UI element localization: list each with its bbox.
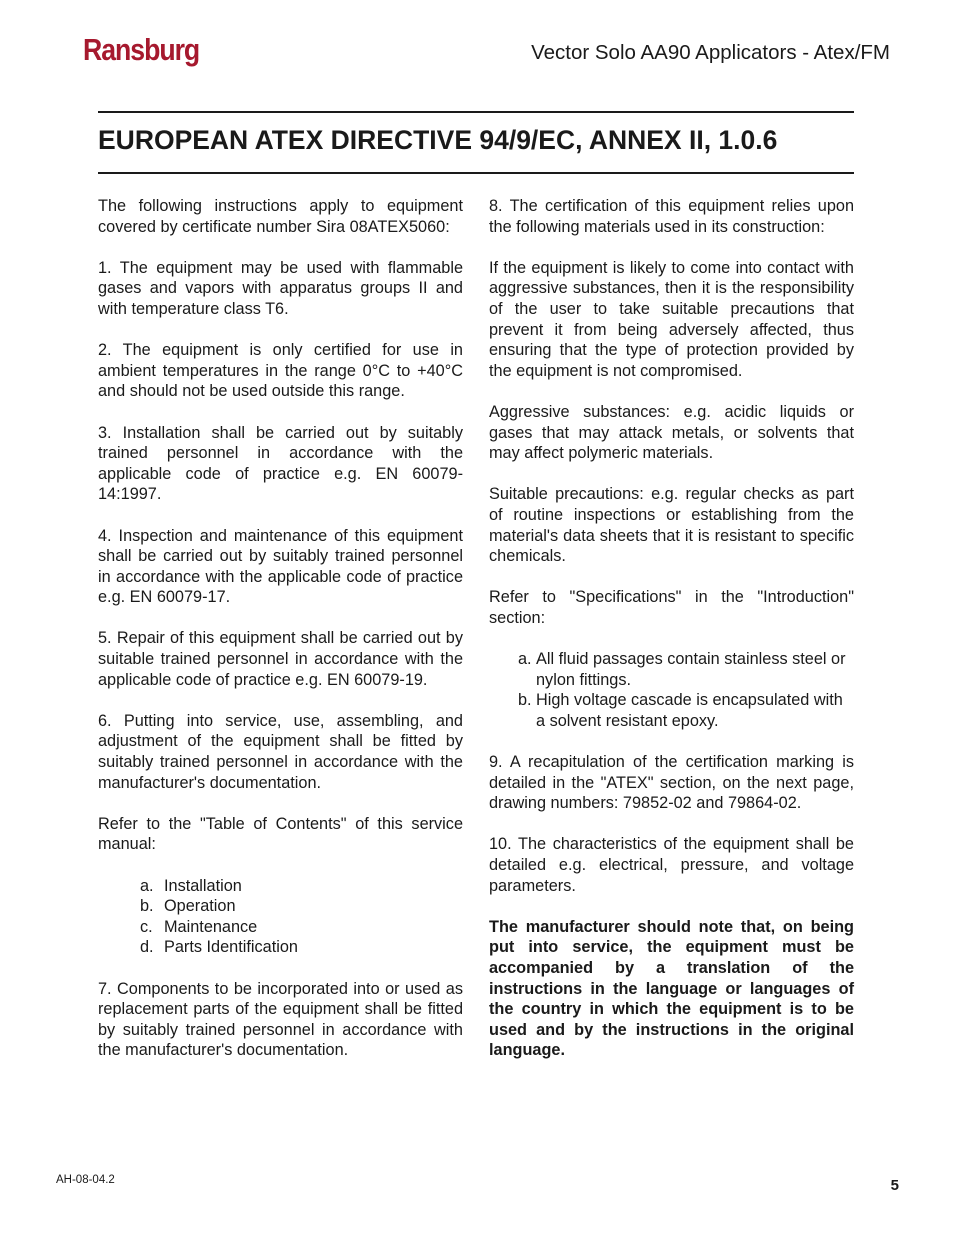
- instruction-1: 1. The equipment may be used with flammable gases and vapors with apparatus groups II and with temperature class T6.: [98, 258, 463, 318]
- right-column: [489, 196, 854, 1082]
- instruction-10: 10. The characteristics of the equipment shall be detailed e.g. electrical, pressure, and voltage parameters.: [489, 835, 854, 895]
- list-marker: b.: [140, 897, 154, 916]
- instruction-2: 2. The equipment is only certified for use in ambient temperatures in the range 0°C to +40°C and should not be used outside this range.: [98, 341, 463, 401]
- section-title: EUROPEAN ATEX DIRECTIVE 94/9/EC, ANNEX II, 1.0.6: [98, 125, 778, 155]
- instruction-8-detail: If the equipment is likely to come into contact with aggressive substances, then it is the responsibility of the user to take suitable precautions that prevent it from being adversely affected, thus ensuring that the type of protection provided by the equipment is not compromised.: [489, 258, 854, 380]
- specifications-list: [489, 649, 854, 731]
- list-marker: a.: [140, 876, 154, 895]
- instruction-4: 4. Inspection and maintenance of this equipment shall be carried out by suitably trained personnel in accordance with the applicable code of practice e.g. EN 60079-17.: [98, 526, 463, 607]
- list-item: [518, 649, 854, 690]
- list-item: [140, 896, 463, 917]
- bottom-divider: [98, 172, 854, 174]
- list-marker: c.: [140, 917, 153, 936]
- list-item: [140, 937, 463, 958]
- intro-paragraph: The following instructions apply to equipment covered by certificate number Sira 08ATEX5060:: [98, 197, 463, 236]
- list-item-text: Parts Identification: [164, 938, 298, 957]
- top-divider: [98, 111, 854, 113]
- list-item-text: Maintenance: [164, 917, 258, 936]
- instruction-5: 5. Repair of this equipment shall be carried out by suitable trained personnel in accordance with the applicable code of practice e.g. EN 60079-19.: [98, 629, 463, 689]
- list-item-text: Installation: [164, 876, 242, 895]
- page-number: 5: [890, 1177, 899, 1194]
- list-item: [140, 876, 463, 897]
- list-item-text: Operation: [164, 897, 236, 916]
- left-column: [98, 196, 463, 1082]
- specifications-reference: Refer to "Specifications" in the "Introduction" section:: [489, 588, 854, 627]
- list-item-text: High voltage cascade is encapsulated with a solvent resistant epoxy.: [536, 691, 843, 730]
- instruction-6: 6. Putting into service, use, assembling, and adjustment of the equipment shall be fitted by suitably trained personnel in accordance with the manufacturer's documentation.: [98, 711, 463, 792]
- instruction-9: 9. A recapitulation of the certification marking is detailed in the "ATEX" section, on the next page, drawing numbers: 79852-02 and 79864-02.: [489, 753, 854, 813]
- toc-list: [98, 876, 463, 958]
- list-item: [518, 690, 854, 731]
- toc-reference: Refer to the "Table of Contents" of this service manual:: [98, 814, 463, 854]
- instruction-8: 8. The certification of this equipment relies upon the following materials used in its construction:: [489, 197, 854, 236]
- aggressive-substances: Aggressive substances: e.g. acidic liquids or gases that may attack metals, or solvents that may affect polymeric materials.: [489, 402, 854, 463]
- list-marker: d.: [140, 938, 154, 957]
- instruction-3: 3. Installation shall be carried out by suitably trained personnel in accordance with the applicable code of practice e.g. EN 60079-14:1997.: [98, 423, 463, 504]
- list-item-text: All fluid passages contain stainless steel or nylon fittings.: [536, 650, 846, 689]
- ransburg-logo: Ransburg: [83, 32, 200, 67]
- instruction-7: 7. Components to be incorporated into or used as replacement parts of the equipment shall be fitted by suitably trained personnel in accordance with the manufacturer's documentation.: [98, 979, 463, 1060]
- document-code: AH-08-04.2: [56, 1174, 115, 1186]
- document-title: Vector Solo AA90 Applicators - Atex/FM: [531, 41, 890, 64]
- list-marker: a.: [518, 650, 532, 669]
- list-item: [140, 917, 463, 938]
- list-marker: b.: [518, 691, 532, 710]
- manufacturer-note: The manufacturer should note that, on being put into service, the equipment must be accompanied by a translation of the instructions in the language or languages of the country in which the equipment is to be used and by the instructions in the original language.: [489, 917, 854, 1060]
- suitable-precautions: Suitable precautions: e.g. regular checks as part of routine inspections or establishing from the material's data sheets that it is resistant to specific chemicals.: [489, 485, 854, 566]
